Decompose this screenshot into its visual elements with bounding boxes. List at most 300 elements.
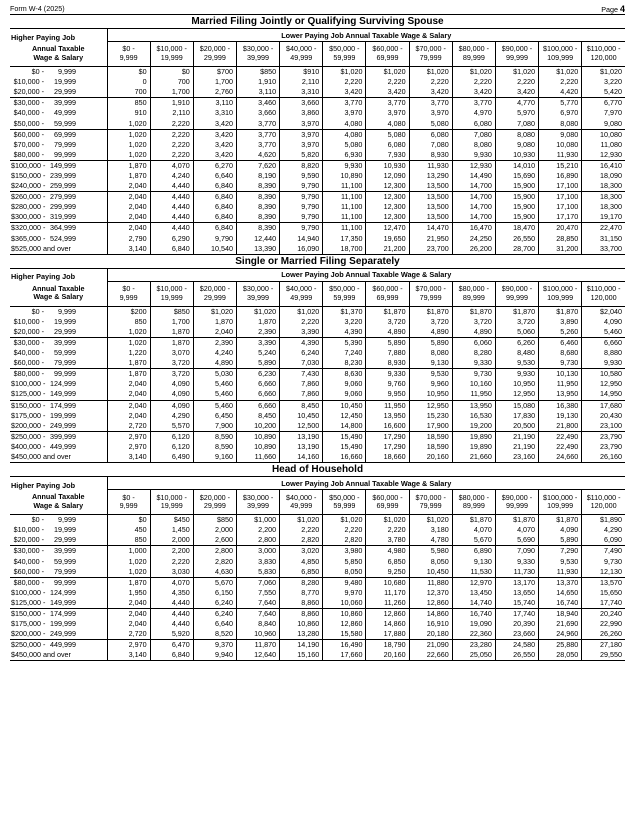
table-row [10,337,625,348]
table-cell: 10,930 [495,150,538,161]
table-cell: 2,040 [107,181,150,192]
table-cell: 6,260 [495,337,538,348]
row-label: $450,000 and over [10,452,107,463]
row-label: $80,000 - 99,999 [10,150,107,161]
row-label: $250,000 - 399,999 [11,431,76,441]
table-cell: 6,970 [539,108,582,118]
table-cell: 2,820 [193,556,236,566]
table-cell: 2,220 [150,150,193,161]
table-cell: 2,040 [107,379,150,389]
table-cell: 850 [107,317,150,327]
row-label: $10,000 - 19,999 [13,525,76,535]
table-cell: 7,490 [582,546,625,557]
table-cell: 7,620 [236,160,279,171]
column-header: $0 - 9,999 [107,281,150,306]
table-cell: 14,860 [366,619,409,629]
table-cell: 1,220 [107,348,150,358]
table-cell: 12,930 [582,150,625,161]
table-row [10,598,625,609]
table-cell: 25,880 [539,640,582,651]
table-cell: 20,160 [409,452,452,463]
row-header-label: Annual Taxable Wage & Salary [10,281,107,306]
table-cell: 2,970 [107,640,150,651]
table-cell: 8,590 [193,431,236,442]
table-cell: $1,020 [582,67,625,78]
table-row [10,317,625,327]
table-cell: 9,370 [193,640,236,651]
table-cell: 3,420 [193,118,236,129]
table-cell: 6,080 [366,140,409,150]
table-cell: 3,220 [582,77,625,87]
form-page [10,0,625,661]
table-cell: 23,280 [452,640,495,651]
table-cell: 16,530 [452,411,495,421]
table-cell: 8,280 [280,577,323,588]
column-header: $80,000 - 89,999 [452,281,495,306]
table-cell: 4,390 [323,327,366,338]
table-row [10,442,625,452]
table-cell: 2,040 [107,212,150,223]
column-header: $20,000 - 29,999 [193,490,236,515]
table-cell: 24,660 [539,452,582,463]
column-group-header: Lower Paying Job Annual Taxable Wage & Salary [107,268,625,281]
table-cell: $1,870 [539,515,582,526]
column-header: $0 - 9,999 [107,42,150,67]
table-cell: 2,970 [107,442,150,452]
table-cell: $1,020 [366,67,409,78]
table-row [10,515,625,526]
table-cell: 9,930 [323,160,366,171]
table-cell: 33,700 [582,244,625,255]
table-cell: 3,860 [280,108,323,118]
column-header: $100,000 - 109,999 [539,490,582,515]
table-cell: 7,900 [193,421,236,432]
table-cell: 3,970 [280,140,323,150]
table-cell: 12,860 [409,598,452,609]
column-header: $40,000 - 49,999 [280,42,323,67]
table-cell: 8,390 [236,212,279,223]
table-cell: 4,070 [452,525,495,535]
table-cell: 23,700 [409,244,452,255]
table-cell: 9,790 [280,202,323,212]
table-cell: 6,660 [582,337,625,348]
table-cell: 16,660 [323,452,366,463]
table-cell: 4,080 [366,118,409,129]
table-cell: 8,820 [280,160,323,171]
table-cell: 11,100 [323,202,366,212]
table-cell: 1,020 [107,118,150,129]
column-header: $30,000 - 39,999 [236,490,279,515]
column-header: $20,000 - 29,999 [193,42,236,67]
table-cell: 2,220 [280,317,323,327]
table-cell: 2,040 [107,411,150,421]
column-header: $90,000 - 99,999 [495,490,538,515]
table-row [10,546,625,557]
table-cell: 5,060 [495,327,538,338]
table-cell: 18,470 [495,223,538,234]
table-cell: 2,220 [366,77,409,87]
table-cell: 5,080 [366,129,409,140]
table-cell: 850 [107,98,150,109]
table-cell: 21,190 [495,442,538,452]
table-cell: 11,930 [539,567,582,578]
table-cell: 2,000 [150,535,193,546]
table-cell: 7,080 [452,129,495,140]
table-cell: 9,790 [280,212,323,223]
table-row [10,567,625,578]
table-cell: 4,070 [150,160,193,171]
table-cell: 10,930 [366,160,409,171]
table-cell: 18,300 [582,202,625,212]
table-cell: 7,240 [323,348,366,358]
table-cell: 3,420 [193,150,236,161]
row-label: $525,000 and over [10,244,107,255]
table-cell: 3,970 [366,108,409,118]
table-cell: 5,420 [582,87,625,98]
table-cell: 11,930 [539,150,582,161]
table-cell: 5,570 [150,421,193,432]
table-cell: 3,720 [495,317,538,327]
table-cell: 8,080 [495,129,538,140]
table-cell: 11,530 [452,567,495,578]
table-cell: 3,030 [150,567,193,578]
table-cell: 10,200 [236,421,279,432]
table-row [10,160,625,171]
table-cell: $1,020 [366,515,409,526]
table-cell: 24,250 [452,234,495,244]
table-cell: 3,310 [280,87,323,98]
table-cell: 15,210 [539,160,582,171]
row-label: $30,000 - 39,999 [13,98,76,108]
table-cell: 11,950 [366,400,409,411]
table-cell: 28,700 [495,244,538,255]
table-cell: 9,130 [452,556,495,566]
column-header: $70,000 - 79,999 [409,281,452,306]
table-cell: 11,870 [236,640,279,651]
table-cell: 3,420 [366,87,409,98]
table-cell: 0 [107,77,150,87]
column-header: $90,000 - 99,999 [495,281,538,306]
table-cell: 17,830 [495,411,538,421]
table-cell: 28,050 [539,650,582,661]
table-cell: 3,110 [193,98,236,109]
table-cell: 9,730 [582,556,625,566]
column-header: $40,000 - 49,999 [280,490,323,515]
table-cell: 6,150 [193,588,236,598]
table-cell: $450 [150,515,193,526]
table-cell: 13,390 [236,244,279,255]
table-cell: 8,280 [452,348,495,358]
table-cell: 8,390 [236,202,279,212]
table-cell: 9,530 [539,556,582,566]
table-cell: 9,730 [539,358,582,369]
table-cell: 3,780 [366,535,409,546]
row-label: $125,000 - 149,999 [10,389,107,400]
table-cell: 10,450 [323,400,366,411]
table-cell: 12,950 [495,389,538,400]
table-cell: 6,240 [193,608,236,619]
table-cell: $1,870 [409,306,452,317]
table-cell: 18,700 [323,244,366,255]
table-cell: 12,440 [236,234,279,244]
table-cell: 4,090 [150,379,193,389]
table-cell: 8,480 [495,348,538,358]
table-cell: 7,880 [366,348,409,358]
table-cell: 1,020 [107,556,150,566]
table-cell: 4,980 [366,546,409,557]
table-cell: 17,740 [495,608,538,619]
table-cell: 4,440 [150,223,193,234]
table-cell: 1,870 [236,317,279,327]
table-cell: 15,900 [495,192,538,203]
table-cell: 1,700 [150,317,193,327]
table-row [10,202,625,212]
table-cell: $1,870 [452,306,495,317]
table-cell: 13,500 [409,192,452,203]
table-cell: 13,950 [366,411,409,421]
table-cell: 13,950 [539,389,582,400]
table-cell: 6,850 [366,556,409,566]
table-cell: 2,820 [280,535,323,546]
table-cell: 8,450 [236,411,279,421]
table-cell: 18,940 [539,608,582,619]
table-cell: 23,100 [582,421,625,432]
table-cell: 14,700 [452,192,495,203]
table-cell: 7,060 [236,577,279,588]
table-cell: 8,680 [539,348,582,358]
table-cell: $910 [280,67,323,78]
table-cell: 26,260 [582,629,625,640]
table-cell: 6,450 [193,411,236,421]
row-label: $60,000 - 79,999 [10,358,107,369]
table-cell: 8,050 [323,567,366,578]
table-cell: 11,260 [366,598,409,609]
withholding-tables [10,15,625,661]
table-cell: 11,100 [323,192,366,203]
table-row [10,650,625,661]
table-cell: 3,970 [280,129,323,140]
table-cell: 9,330 [452,358,495,369]
table-cell: 18,300 [582,192,625,203]
table-cell: 11,080 [582,140,625,150]
row-header-label: Annual Taxable Wage & Salary [10,42,107,67]
table-cell: 9,760 [366,379,409,389]
row-label: $125,000 - 149,999 [10,598,107,609]
table-cell: 5,890 [366,337,409,348]
table-cell: 1,870 [107,160,150,171]
row-label: $280,000 - 299,999 [11,202,76,212]
table-cell: 2,720 [107,629,150,640]
table-cell: 12,950 [409,400,452,411]
table-cell: 2,220 [495,77,538,87]
table-cell: 8,630 [323,369,366,380]
table-cell: 16,380 [539,400,582,411]
table-cell: 2,220 [280,525,323,535]
table-cell: 8,590 [193,442,236,452]
table-cell: 7,080 [495,118,538,129]
table-cell: 24,960 [539,629,582,640]
table-cell: 3,390 [280,327,323,338]
table-cell: 2,220 [150,556,193,566]
table-cell: 6,120 [150,431,193,442]
column-header: $70,000 - 79,999 [409,42,452,67]
column-header: $30,000 - 39,999 [236,42,279,67]
table-cell: $700 [193,67,236,78]
table-cell: 20,500 [495,421,538,432]
table-cell: $0 [107,67,150,78]
row-label: $240,000 - 259,999 [10,181,107,192]
table-cell: 8,840 [236,619,279,629]
table-cell: 1,870 [107,358,150,369]
column-header: $80,000 - 89,999 [452,42,495,67]
row-label: $40,000 - 59,999 [13,556,76,566]
table-cell: 15,080 [495,400,538,411]
table-cell: 3,180 [409,525,452,535]
table-cell: 13,650 [495,588,538,598]
table-cell: 5,030 [193,369,236,380]
table-cell: 8,930 [409,150,452,161]
table-cell: 9,130 [409,358,452,369]
table-cell: 14,800 [323,421,366,432]
table-cell: 10,450 [280,411,323,421]
table-cell: 8,880 [582,348,625,358]
table-cell: 1,910 [236,77,279,87]
table-row [10,327,625,338]
table-cell: 8,390 [236,181,279,192]
table-cell: 3,970 [323,108,366,118]
row-label: $40,000 - 49,999 [13,108,76,118]
row-label: $365,000 - 524,999 [11,233,76,243]
row-label: $175,000 - 199,999 [11,410,76,420]
column-group-header: Lower Paying Job Annual Taxable Wage & Salary [107,477,625,490]
table-cell: 5,460 [193,389,236,400]
table-cell: 16,490 [323,640,366,651]
page-number-label: Page 4 [601,4,625,14]
table-cell: 9,930 [452,150,495,161]
table-cell: 8,860 [280,598,323,609]
table-cell: 12,300 [366,181,409,192]
table-cell: 7,640 [236,608,279,619]
table-cell: 9,940 [193,650,236,661]
table-cell: 3,660 [236,108,279,118]
table-cell: 1,870 [107,171,150,181]
table-cell: 24,580 [495,640,538,651]
column-header: $110,000 - 120,000 [582,281,625,306]
table-cell: 3,420 [409,87,452,98]
table-cell: 3,420 [323,87,366,98]
table-cell: 3,720 [366,317,409,327]
table-cell: 5,820 [280,150,323,161]
table-cell: 9,730 [452,369,495,380]
table-cell: 17,100 [539,202,582,212]
table-cell: 9,930 [495,369,538,380]
table-cell: 20,240 [582,608,625,619]
table-cell: 6,470 [150,640,193,651]
table-cell: 5,080 [323,140,366,150]
table-cell: 21,190 [495,431,538,442]
row-label: $20,000 - 29,999 [10,87,107,98]
table-cell: 3,770 [366,98,409,109]
row-label: $300,000 - 319,999 [10,212,107,223]
table-cell: 450 [107,525,150,535]
table-cell: 15,900 [495,202,538,212]
section-title: Head of Household [10,463,625,477]
table-cell: 4,390 [280,337,323,348]
table-cell: 4,290 [582,525,625,535]
table-cell: 21,200 [366,244,409,255]
table-row [10,140,625,150]
table-cell: 13,370 [539,577,582,588]
table-row [10,150,625,161]
table-cell: 13,570 [582,577,625,588]
table-cell: 11,950 [539,379,582,389]
row-label: $260,000 - 279,999 [11,192,76,202]
table-cell: 19,090 [452,619,495,629]
row-label: $0 - 9,999 [31,515,76,525]
table-cell: 9,330 [495,556,538,566]
table-cell: 20,390 [495,619,538,629]
row-label: $400,000 - 449,999 [11,441,76,451]
table-cell: 9,480 [323,577,366,588]
table-cell: 11,100 [323,181,366,192]
table-cell: 5,890 [409,337,452,348]
row-header-line1: Higher Paying Job [11,272,76,282]
table-cell: 3,660 [280,98,323,109]
table-cell: 18,590 [409,442,452,452]
table-cell: $1,870 [495,306,538,317]
row-label: $175,000 - 199,999 [11,619,76,629]
table-cell: 6,240 [193,598,236,609]
table-cell: 3,460 [236,98,279,109]
table-cell: 1,870 [193,317,236,327]
table-cell: 5,890 [539,535,582,546]
table-cell: 10,080 [539,140,582,150]
table-cell: 9,530 [495,358,538,369]
table-cell: 19,200 [452,421,495,432]
table-cell: 6,640 [193,619,236,629]
table-cell: 22,990 [582,619,625,629]
table-cell: 8,390 [236,223,279,234]
table-cell: $1,020 [323,515,366,526]
table-row [10,87,625,98]
table-cell: 3,000 [236,546,279,557]
table-cell: $1,020 [280,515,323,526]
table-cell: 13,500 [409,181,452,192]
table-cell: 3,420 [193,140,236,150]
table-row [10,556,625,566]
table-cell: 6,270 [193,160,236,171]
table-cell: 12,970 [452,577,495,588]
row-label: $60,000 - 69,999 [13,129,76,139]
table-cell: 5,920 [150,629,193,640]
table-cell: 3,770 [409,98,452,109]
table-cell: 10,160 [452,379,495,389]
table-cell: 15,690 [495,171,538,181]
table-row [10,421,625,432]
table-cell: 6,840 [193,202,236,212]
table-cell: 8,230 [323,358,366,369]
table-section-1 [10,15,625,255]
row-header-label: Annual Taxable Wage & Salary [10,490,107,515]
row-label: $450,000 and over [10,650,107,661]
table-cell: 6,660 [236,389,279,400]
table-cell: 10,080 [582,129,625,140]
table-cell: 12,640 [236,650,279,661]
table-cell: 6,770 [582,98,625,109]
table-row [10,452,625,463]
table-cell: 31,150 [582,234,625,244]
table-row [10,192,625,203]
